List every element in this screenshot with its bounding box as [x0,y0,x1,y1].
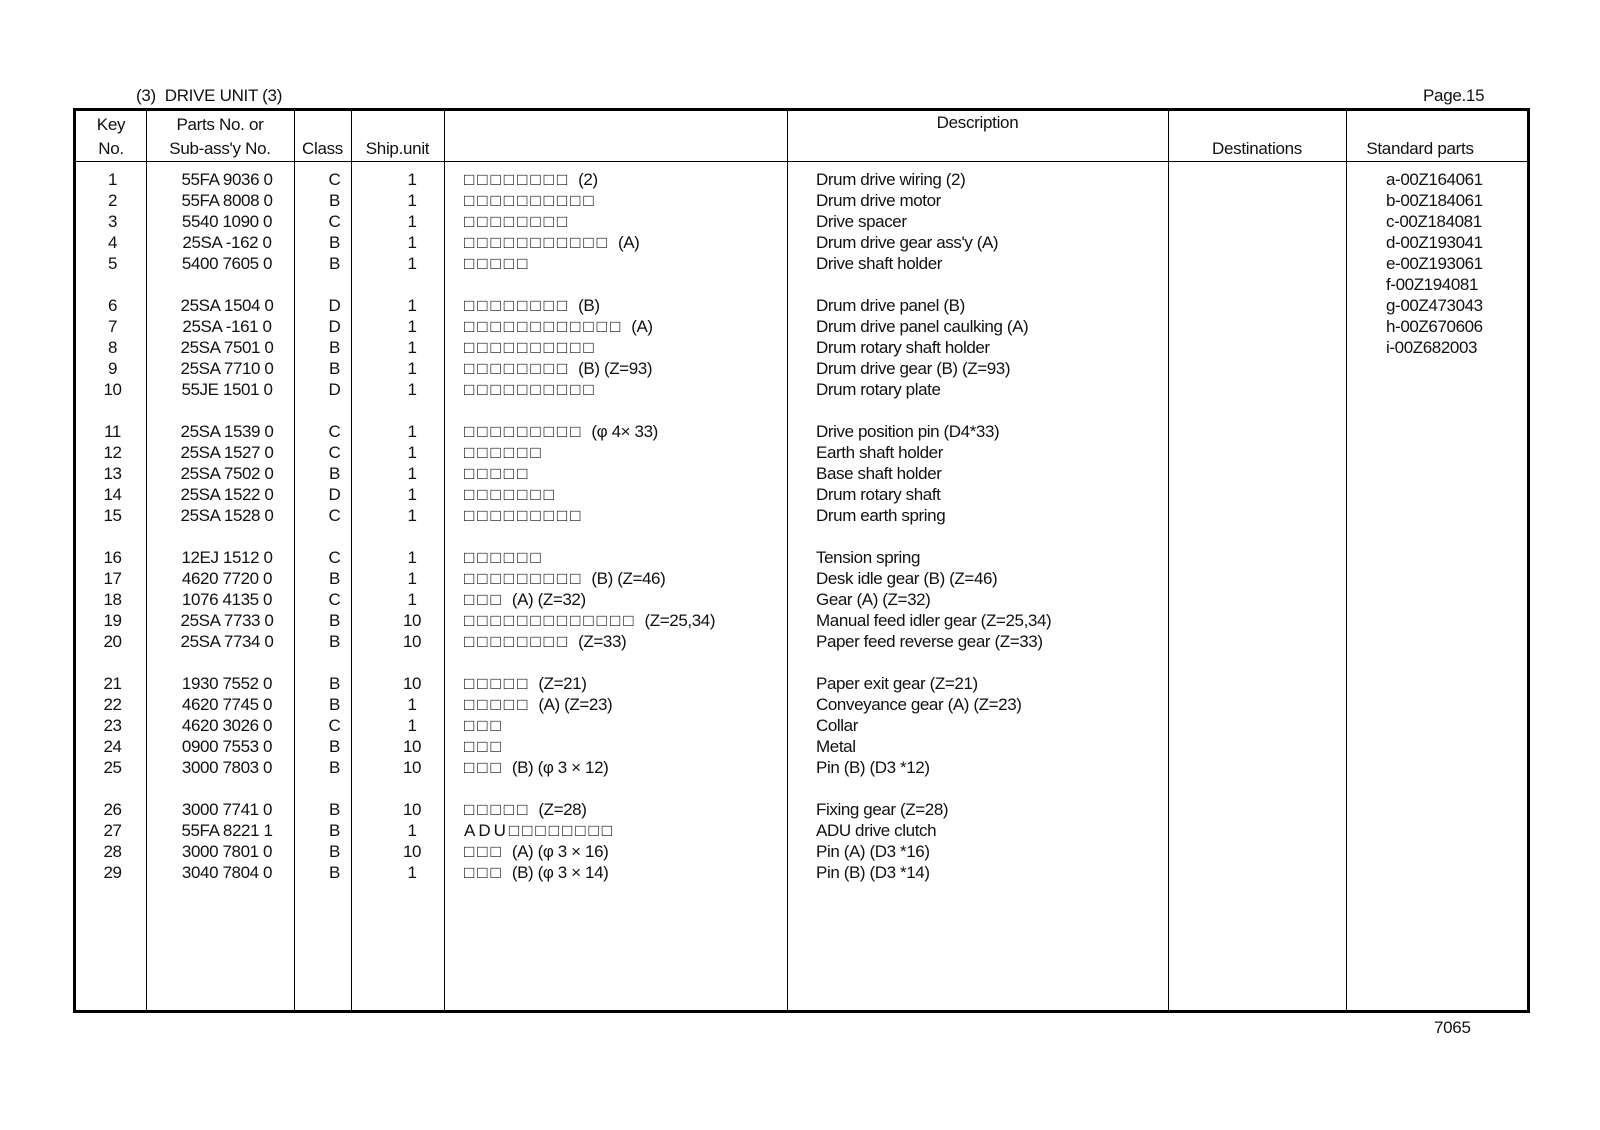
key-cell: 22 [103,695,122,714]
table-row [76,190,1527,211]
ship-unit-cell: 1 [407,212,417,231]
japanese-description-cell [464,442,804,463]
table-row [76,484,1527,505]
key-cell: 4 [107,233,118,252]
japanese-name: □□□□□□□□ [464,170,571,189]
description-cell: Paper feed reverse gear (Z=33) [816,632,1043,651]
ship-unit-cell: 1 [407,548,417,567]
description-cell: Drive shaft holder [816,254,943,273]
page-title: (3) DRIVE UNIT (3) [136,86,283,105]
description-cell: Gear (A) (Z=32) [816,590,931,609]
description-cell: Drum earth spring [816,506,946,525]
ship-unit-cell: 1 [407,863,417,882]
japanese-name: □□□ [464,716,504,735]
header-destinations: Destinations [1212,139,1302,158]
japanese-name: □□□□□□□□□ [464,422,584,441]
description-cell: Drum rotary shaft holder [816,338,990,357]
class-cell: B [329,464,340,483]
class-cell: B [329,800,340,819]
table-row [76,568,1527,589]
japanese-name: □□□□□□ [464,548,544,567]
table-row [76,505,1527,526]
table-row [76,673,1527,694]
part-number-cell: 0900 7553 0 [181,737,273,756]
header-parts: Parts No. or Sub-ass'y No. [169,115,271,158]
class-cell: B [329,632,340,651]
ship-unit-cell: 1 [407,422,417,441]
japanese-description-cell [464,568,804,589]
class-cell: B [329,569,340,588]
japanese-name: □□□□□ [464,695,531,714]
part-number-cell: 12EJ 1512 0 [181,548,273,567]
japanese-name: □□□ [464,590,504,609]
japanese-name: □□□□□□□ [464,485,557,504]
ship-unit-cell: 1 [407,695,417,714]
table-row [76,694,1527,715]
standard-part-item: i-00Z682003 [1386,338,1478,357]
ship-unit-cell: 1 [407,569,417,588]
key-cell: 29 [103,863,122,882]
part-number-cell: 55FA 8221 1 [181,821,273,840]
japanese-description-cell [464,169,804,190]
class-cell: B [329,359,340,378]
description-cell: Tension spring [816,548,921,567]
japanese-name: □□□□□ [464,800,531,819]
standard-part-item: d-00Z193041 [1386,233,1483,252]
key-cell: 24 [103,737,122,756]
table-row [76,442,1527,463]
ship-unit-cell: 10 [402,842,422,861]
japanese-description-cell [464,694,804,715]
japanese-name: □□□□□ [464,464,531,483]
key-cell: 13 [103,464,122,483]
japanese-name: □□□□□ [464,674,531,693]
part-number-cell: 25SA 1527 0 [180,443,274,462]
description-cell: Drum drive motor [816,191,941,210]
japanese-name-suffix: (A) (φ 3 × 16) [511,842,609,861]
ship-unit-cell: 10 [402,632,422,651]
table-row [76,253,1527,274]
description-cell: Pin (B) (D3 *12) [816,758,930,777]
japanese-description-cell [464,799,804,820]
class-cell: B [329,737,340,756]
part-number-cell: 5400 7605 0 [181,254,273,273]
ship-unit-cell: 1 [407,821,417,840]
japanese-name: □□□ [464,842,504,861]
header-divider [76,161,1527,162]
japanese-name: □□□□□□□□□□□ [464,233,610,252]
japanese-name: □□□□□□□□ [464,296,571,315]
japanese-name-suffix: (Z=28) [538,800,587,819]
class-cell: D [328,296,341,315]
class-cell: B [329,338,340,357]
description-cell: ADU drive clutch [816,821,937,840]
table-row [76,757,1527,778]
description-cell: Base shaft holder [816,464,942,483]
japanese-description-cell [464,421,804,442]
part-number-cell: 3040 7804 0 [181,863,273,882]
japanese-name: □□□□□□□□□ [464,569,584,588]
key-cell: 10 [103,380,122,399]
key-cell: 26 [103,800,122,819]
class-cell: B [329,191,340,210]
japanese-description-cell [464,841,804,862]
part-number-cell: 5540 1090 0 [181,212,273,231]
parts-table [73,108,1530,1013]
part-number-cell: 25SA 7733 0 [180,611,274,630]
japanese-name-suffix: (B) [578,296,600,315]
key-cell: 27 [103,821,122,840]
class-cell: D [328,380,341,399]
japanese-name-suffix: (A) [631,317,653,336]
key-cell: 14 [103,485,122,504]
japanese-name-suffix: (B) (Z=93) [578,359,653,378]
ship-unit-cell: 10 [402,758,422,777]
page-number: Page.15 [1423,86,1485,105]
japanese-name: □□□□□□ [464,443,544,462]
description-cell: Earth shaft holder [816,443,943,462]
japanese-name: □□□□□□□□□ [464,506,584,525]
table-row [76,631,1527,652]
part-number-cell: 1076 4135 0 [181,590,273,609]
japanese-description-cell [464,547,804,568]
key-cell: 8 [107,338,118,357]
class-cell: B [329,233,340,252]
japanese-description-cell [464,211,804,232]
description-cell: Metal [816,737,856,756]
class-cell: B [329,758,340,777]
table-row [76,820,1527,841]
japanese-description-cell [464,610,804,631]
part-number-cell: 25SA 7734 0 [180,632,274,651]
class-cell: C [328,212,341,231]
japanese-description-cell [464,379,804,400]
class-cell: B [329,695,340,714]
part-number-cell: 25SA -162 0 [182,233,272,252]
japanese-description-cell [464,862,804,883]
key-cell: 20 [103,632,122,651]
description-cell: Paper exit gear (Z=21) [816,674,978,693]
description-cell: Collar [816,716,859,735]
part-number-cell: 25SA 7501 0 [180,338,274,357]
ship-unit-cell: 1 [407,464,417,483]
key-cell: 15 [103,506,122,525]
japanese-name-suffix: (A) (Z=23) [538,695,613,714]
description-cell: Drive spacer [816,212,907,231]
japanese-description-cell [464,358,804,379]
japanese-name-suffix: (Z=25,34) [644,611,716,630]
description-cell: Manual feed idler gear (Z=25,34) [816,611,1052,630]
japanese-description-cell [464,757,804,778]
description-cell: Desk idle gear (B) (Z=46) [816,569,998,588]
class-cell: C [328,548,341,567]
table-row [76,799,1527,820]
class-cell: C [328,170,341,189]
class-cell: D [328,485,341,504]
key-cell: 7 [107,317,118,336]
japanese-name: □□□ [464,737,504,756]
description-cell: Pin (A) (D3 *16) [816,842,930,861]
ship-unit-cell: 10 [402,611,422,630]
japanese-name: □□□□□□□□□□□□ [464,317,624,336]
japanese-name-suffix: (B) (φ 3 × 12) [511,758,609,777]
japanese-description-cell [464,589,804,610]
ship-unit-cell: 10 [402,737,422,756]
key-cell: 5 [107,254,118,273]
key-cell: 19 [103,611,122,630]
japanese-name: □□□□□□□□□□ [464,191,597,210]
description-cell: Drum drive wiring (2) [816,170,966,189]
header-description: Description [936,113,1019,132]
header-key: Key No. [96,115,126,158]
table-row [76,610,1527,631]
class-cell: B [329,842,340,861]
part-number-cell: 55FA 9036 0 [181,170,273,189]
description-cell: Drum rotary plate [816,380,941,399]
table-row [76,841,1527,862]
table-row [76,358,1527,379]
class-cell: C [328,716,341,735]
part-number-cell: 25SA -161 0 [182,317,272,336]
japanese-name: □□□□□□□□ [464,212,571,231]
description-cell: Drum drive gear ass'y (A) [816,233,999,252]
part-number-cell: 55FA 8008 0 [181,191,273,210]
table-row [76,547,1527,568]
japanese-description-cell [464,673,804,694]
ship-unit-cell: 1 [407,338,417,357]
japanese-name: ADU□□□□□□□□ [464,821,616,840]
class-cell: C [328,422,341,441]
japanese-name-suffix: (Z=21) [538,674,587,693]
japanese-name: □□□ [464,758,504,777]
table-row [76,295,1527,316]
class-cell: C [328,590,341,609]
ship-unit-cell: 1 [407,233,417,252]
standard-part-item: a-00Z164061 [1386,170,1483,189]
japanese-description-cell [464,631,804,652]
key-cell: 17 [103,569,122,588]
standard-part-item: c-00Z184081 [1386,212,1482,231]
class-cell: C [328,506,341,525]
japanese-name-suffix: (A) (Z=32) [511,590,586,609]
japanese-description-cell [464,736,804,757]
part-number-cell: 4620 7720 0 [181,569,273,588]
japanese-name: □□□□□□□□□□ [464,380,597,399]
description-cell: Drum drive panel (B) [816,296,965,315]
ship-unit-cell: 1 [407,170,417,189]
part-number-cell: 3000 7803 0 [181,758,273,777]
ship-unit-cell: 1 [407,590,417,609]
table-row [76,463,1527,484]
key-cell: 12 [103,443,122,462]
key-cell: 25 [103,758,122,777]
japanese-name-suffix: (B) (φ 3 × 14) [511,863,609,882]
japanese-description-cell [464,463,804,484]
japanese-description-cell [464,505,804,526]
part-number-cell: 25SA 7502 0 [180,464,274,483]
ship-unit-cell: 10 [402,800,422,819]
ship-unit-cell: 1 [407,254,417,273]
class-cell: D [328,317,341,336]
key-cell: 23 [103,716,122,735]
japanese-name: □□□□□□□□□□□□□ [464,611,637,630]
part-number-cell: 25SA 7710 0 [180,359,274,378]
table-row [76,862,1527,883]
japanese-name-suffix: (Z=33) [578,632,627,651]
table-row [76,169,1527,190]
part-number-cell: 4620 7745 0 [181,695,273,714]
part-number-cell: 3000 7741 0 [181,800,273,819]
key-cell: 16 [103,548,122,567]
ship-unit-cell: 1 [407,317,417,336]
description-cell: Drum drive gear (B) (Z=93) [816,359,1011,378]
key-cell: 9 [107,359,118,378]
japanese-description-cell [464,190,804,211]
japanese-name: □□□□□ [464,254,531,273]
table-row [76,337,1527,358]
standard-part-item: b-00Z184061 [1386,191,1483,210]
class-cell: B [329,254,340,273]
standard-part-item: g-00Z473043 [1386,296,1483,315]
japanese-description-cell [464,232,804,253]
description-cell: Drum drive panel caulking (A) [816,317,1029,336]
part-number-cell: 25SA 1539 0 [180,422,274,441]
ship-unit-cell: 1 [407,191,417,210]
japanese-description-cell [464,253,804,274]
japanese-name: □□□ [464,863,504,882]
standard-part-item: f-00Z194081 [1386,275,1479,294]
japanese-name-suffix: (A) [617,233,640,252]
key-cell: 2 [107,191,118,210]
ship-unit-cell: 1 [407,443,417,462]
class-cell: B [329,863,340,882]
part-number-cell: 25SA 1504 0 [180,296,274,315]
class-cell: B [329,674,340,693]
header-standard-parts: Standard parts [1366,139,1474,158]
class-cell: B [329,821,340,840]
key-cell: 21 [103,674,122,693]
table-row [76,736,1527,757]
description-cell: Conveyance gear (A) (Z=23) [816,695,1022,714]
class-cell: B [329,611,340,630]
key-cell: 11 [104,422,121,441]
table-row [76,211,1527,232]
part-number-cell: 25SA 1522 0 [180,485,274,504]
footer-code: 7065 [1434,1018,1471,1037]
japanese-name: □□□□□□□□□□ [464,338,597,357]
table-row [76,232,1527,253]
standard-parts-list [1382,169,1522,358]
table-row [76,715,1527,736]
ship-unit-cell: 1 [407,485,417,504]
description-cell: Pin (B) (D3 *14) [816,863,930,882]
header-class: Class [301,139,343,158]
japanese-name-suffix: (2) [578,170,598,189]
japanese-name-suffix: (B) (Z=46) [591,569,666,588]
ship-unit-cell: 1 [407,296,417,315]
description-cell: Drum rotary shaft [816,485,941,504]
table-row [76,316,1527,337]
japanese-name: □□□□□□□□ [464,359,571,378]
japanese-description-cell [464,295,804,316]
part-number-cell: 4620 3026 0 [181,716,273,735]
part-number-cell: 1930 7552 0 [181,674,273,693]
ship-unit-cell: 1 [407,359,417,378]
table-row [76,421,1527,442]
table-row [76,589,1527,610]
description-cell: Drive position pin (D4*33) [816,422,1000,441]
japanese-name: □□□□□□□□ [464,632,571,651]
part-number-cell: 3000 7801 0 [181,842,273,861]
part-number-cell: 55JE 1501 0 [181,380,273,399]
key-cell: 18 [103,590,122,609]
header-ship-unit: Ship.unit [365,139,430,158]
key-cell: 1 [107,170,118,189]
japanese-description-cell [464,316,804,337]
part-number-cell: 25SA 1528 0 [180,506,274,525]
japanese-description-cell [464,484,804,505]
japanese-description-cell [464,715,804,736]
standard-part-item: h-00Z670606 [1386,317,1483,336]
japanese-description-cell [464,820,804,841]
class-cell: C [328,443,341,462]
standard-part-item: e-00Z193061 [1386,254,1483,273]
key-cell: 3 [107,212,118,231]
table-row [76,379,1527,400]
ship-unit-cell: 1 [407,506,417,525]
ship-unit-cell: 10 [402,674,422,693]
japanese-description-cell [464,337,804,358]
japanese-name-suffix: (φ 4× 33) [591,422,658,441]
key-cell: 28 [103,842,122,861]
description-cell: Fixing gear (Z=28) [816,800,949,819]
ship-unit-cell: 1 [407,380,417,399]
ship-unit-cell: 1 [407,716,417,735]
key-cell: 6 [107,296,118,315]
